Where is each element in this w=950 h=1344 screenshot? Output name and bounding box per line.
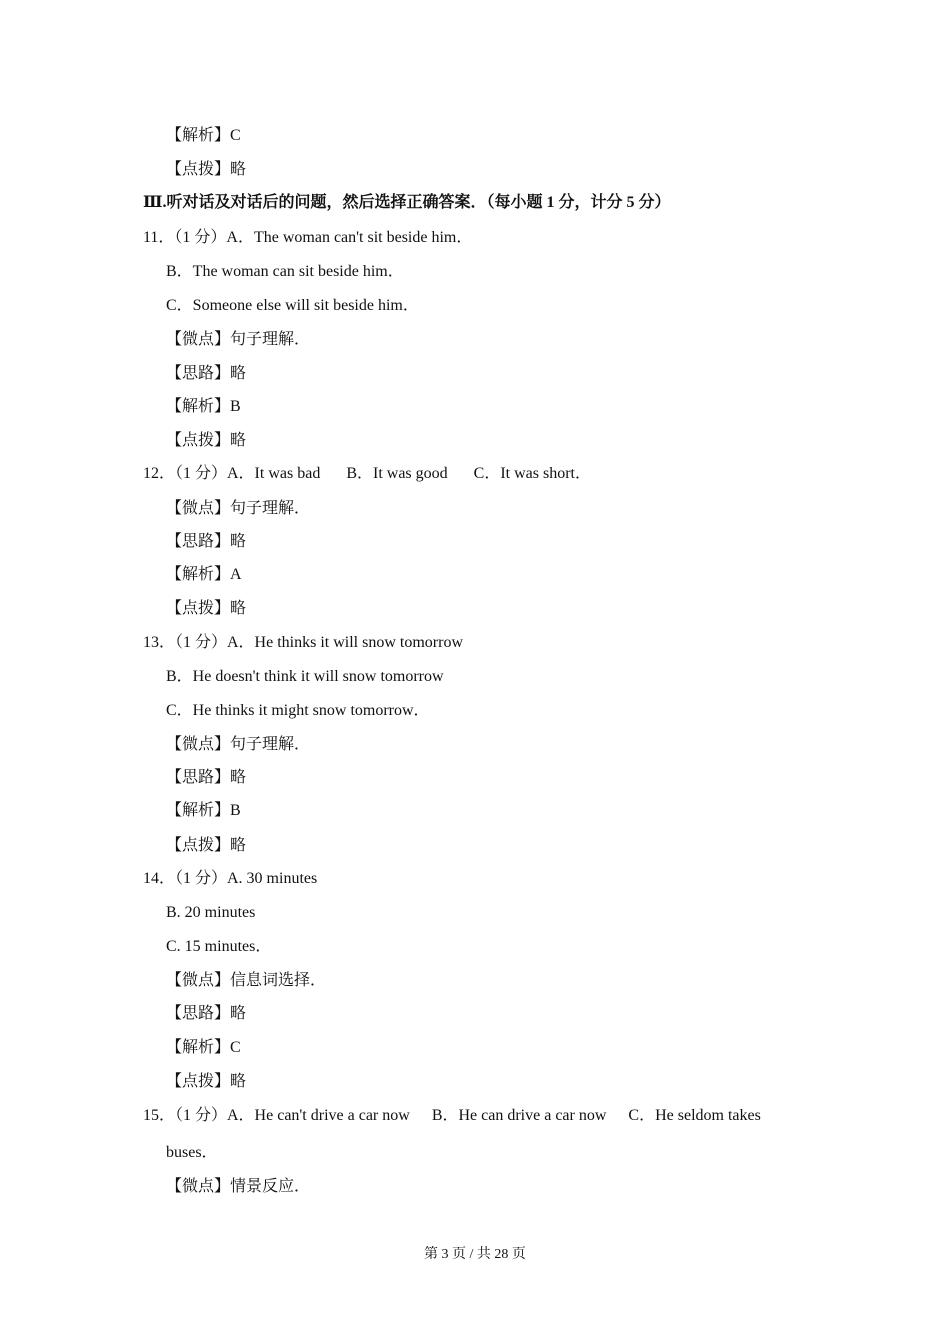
section-heading: Ⅲ.听对话及对话后的问题，然后选择正确答案．（每小题 1 分，计分 5 分） [143, 194, 671, 211]
question-15-option-b: B．He can drive a car now [431, 1107, 607, 1124]
question-14-option-c: C. 15 minutes． [166, 938, 272, 955]
question-11-option-b: B．The woman can sit beside him． [166, 263, 404, 280]
page-footer: 第 3 页 / 共 28 页 [424, 1247, 526, 1262]
question-14-option-b: B. 20 minutes [166, 904, 256, 921]
q11-analysis: 【解析】B [166, 398, 241, 415]
tip-line: 【点拨】略 [166, 161, 247, 178]
question-14: 14．（1 分）A. 30 minutes [143, 870, 318, 887]
question-12-option-a: 12．（1 分）A．It was bad [143, 465, 321, 482]
q11-approach: 【思路】略 [166, 365, 247, 382]
question-15-continuation: buses． [166, 1144, 218, 1161]
question-12 [143, 464, 591, 484]
q13-tip: 【点拨】略 [166, 837, 247, 854]
question-11: 11．（1 分）A．The woman can't sit beside him． [143, 229, 473, 246]
question-12-option-b: B．It was good [346, 465, 448, 482]
question-13: 13．（1 分）A．He thinks it will snow tomorrow [143, 634, 463, 651]
question-11-option-c: C．Someone else will sit beside him． [166, 297, 419, 314]
question-15-option-c: C．He seldom takes [628, 1107, 761, 1124]
question-13-option-c: C．He thinks it might snow tomorrow． [166, 702, 430, 719]
question-15 [143, 1106, 761, 1126]
question-15-option-a: 15．（1 分）A．He can't drive a car now [143, 1107, 410, 1124]
q11-tip: 【点拨】略 [166, 432, 247, 449]
analysis-line: 【解析】C [166, 127, 241, 144]
q14-micro-point: 【微点】信息词选择． [166, 972, 327, 989]
q14-tip: 【点拨】略 [166, 1073, 247, 1090]
q13-approach: 【思路】略 [166, 769, 247, 786]
q13-micro-point: 【微点】句子理解． [166, 736, 311, 753]
q11-micro-point: 【微点】句子理解． [166, 331, 311, 348]
q12-micro-point: 【微点】句子理解． [166, 500, 311, 517]
q12-analysis: 【解析】A [166, 566, 242, 583]
q12-approach: 【思路】略 [166, 533, 247, 550]
q15-micro-point: 【微点】情景反应． [166, 1178, 311, 1195]
q12-tip: 【点拨】略 [166, 600, 247, 617]
question-13-option-b: B．He doesn't think it will snow tomorrow [166, 668, 444, 685]
q14-analysis: 【解析】C [166, 1039, 241, 1056]
q13-analysis: 【解析】B [166, 802, 241, 819]
q14-approach: 【思路】略 [166, 1005, 247, 1022]
question-12-option-c: C．It was short． [473, 465, 592, 482]
